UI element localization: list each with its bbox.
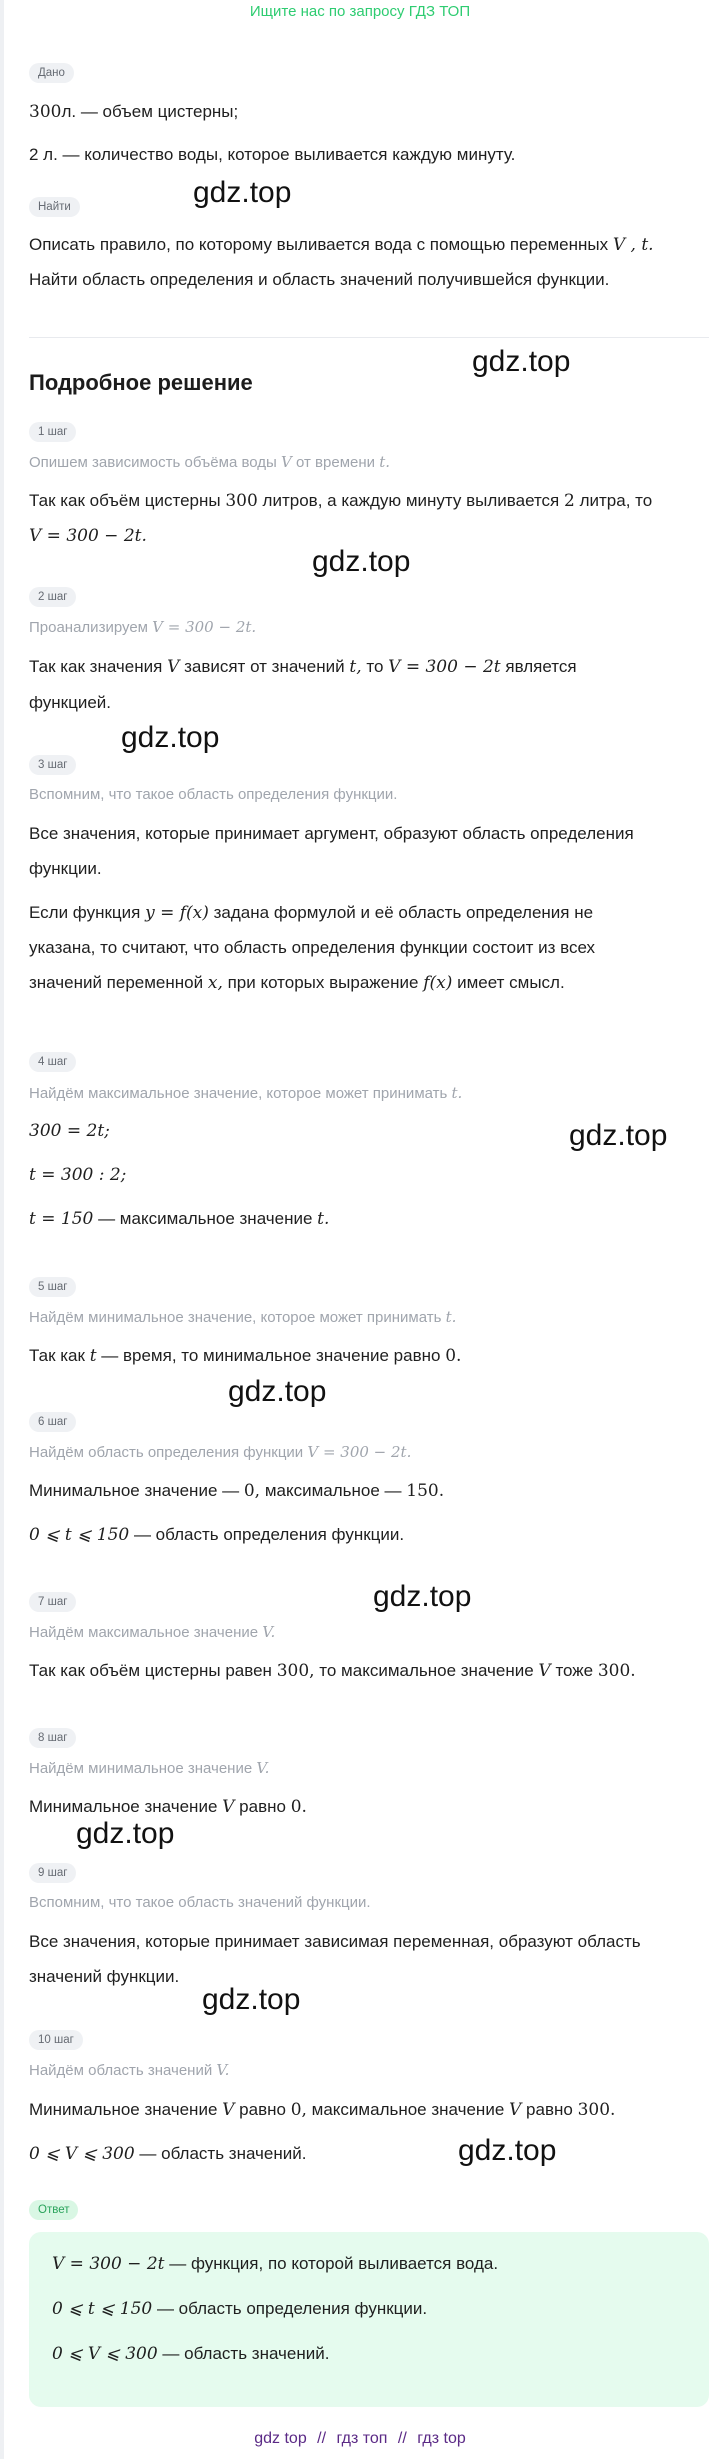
- text: Так как значения: [29, 657, 163, 676]
- text: литров, а каждую минуту выливается: [262, 491, 560, 510]
- step-text: [29, 1653, 694, 1689]
- solution-title: Подробное решение: [29, 370, 253, 395]
- step-text: значений функции.: [29, 1967, 180, 1986]
- text: Минимальное значение —: [29, 1481, 240, 1500]
- watermark: gdz.top: [228, 1375, 327, 1408]
- number: 0.: [445, 1346, 462, 1366]
- watermark: gdz.top: [569, 1119, 668, 1152]
- note-text: Опишем зависимость объёма воды: [29, 454, 277, 471]
- step-chip: 1 шаг: [29, 422, 76, 442]
- text: то: [366, 657, 384, 676]
- step-equation: [29, 1157, 694, 1193]
- note-var: t.: [451, 1084, 463, 1102]
- text: Минимальное значение: [29, 2100, 218, 2119]
- step-note: [29, 1620, 694, 1645]
- var: t,: [349, 657, 362, 677]
- note-text: от времени: [296, 454, 376, 471]
- note-var: V: [280, 453, 292, 471]
- footer-separator: //: [317, 2430, 327, 2447]
- note-formula: V = 300 − 2t.: [307, 1443, 412, 1461]
- step-note: [29, 615, 694, 640]
- answer-line: [52, 2254, 498, 2274]
- step-note: [29, 1081, 694, 1106]
- text: то максимальное значение: [319, 1661, 534, 1680]
- text: Так как: [29, 1346, 85, 1365]
- formula: t = 150: [29, 1209, 94, 1229]
- find-chip: Найти: [29, 197, 80, 217]
- formula: t = 300 : 2;: [29, 1165, 127, 1185]
- step-formula: [29, 2136, 694, 2172]
- watermark: gdz.top: [312, 545, 411, 578]
- step-text: [29, 649, 694, 685]
- step-text: Все значения, которые принимает зависимая переменная, образуют область: [29, 1932, 641, 1951]
- text: — область определения функции.: [133, 1525, 405, 1544]
- note-formula: V = 300 − 2t.: [152, 618, 257, 636]
- find-line-1: [29, 227, 694, 263]
- var: V: [222, 2100, 235, 2120]
- watermark: gdz.top: [202, 1983, 301, 2016]
- note-text: Проанализируем: [29, 619, 148, 636]
- text: — область значений.: [162, 2344, 330, 2363]
- note-var: V.: [216, 2061, 230, 2079]
- number: 150.: [406, 1481, 445, 1501]
- given-line-2: 2 л. — количество воды, которое выливается каждую минуту.: [29, 145, 516, 164]
- step-text: [29, 1338, 694, 1374]
- formula: f(x): [423, 973, 453, 993]
- text: тоже: [555, 1661, 594, 1680]
- footer-link-gdz-top[interactable]: gdz top: [254, 2430, 307, 2447]
- left-rule: [0, 0, 4, 2459]
- step-text: [29, 895, 694, 931]
- step-note: [29, 1305, 694, 1330]
- text: равно: [239, 1797, 286, 1816]
- formula: 0 ⩽ t ⩽ 150: [29, 1525, 130, 1545]
- text: имеет смысл.: [457, 973, 565, 992]
- number: 0,: [243, 1481, 261, 1501]
- step-note: Вспомним, что такое область определения функции.: [29, 786, 398, 803]
- watermark: gdz.top: [472, 345, 571, 378]
- text: — максимальное значение: [98, 1209, 313, 1228]
- footer-link-gdz-top-mixed[interactable]: гдз top: [417, 2430, 466, 2447]
- watermark: gdz.top: [458, 2134, 557, 2167]
- number: 2: [564, 491, 575, 511]
- note-text: Найдём максимальное значение, которое может принимать: [29, 1085, 448, 1102]
- formula: 300 = 2t;: [29, 1121, 110, 1141]
- text: — функция, по которой выливается вода.: [169, 2254, 499, 2273]
- text: Так как объём цистерны равен: [29, 1661, 272, 1680]
- number: 300.: [597, 1661, 636, 1681]
- text: равно: [239, 2100, 286, 2119]
- step-text-2: функцией.: [29, 693, 112, 712]
- text: Так как объём цистерны: [29, 491, 221, 510]
- number: 0,: [290, 2100, 307, 2120]
- text: зависят от значений: [184, 657, 345, 676]
- step-formula: [29, 1517, 694, 1553]
- number: 300.: [577, 2100, 616, 2120]
- note-var: V.: [256, 1759, 270, 1777]
- note-text: Найдём максимальное значение: [29, 1624, 259, 1641]
- step-note: [29, 2058, 694, 2083]
- text: Минимальное значение: [29, 1797, 218, 1816]
- watermark: gdz.top: [193, 176, 292, 209]
- footer-links: [0, 2430, 720, 2448]
- formula: y = f(x): [145, 903, 209, 923]
- var: x,: [207, 973, 223, 993]
- step-text: [29, 1473, 694, 1509]
- step-chip: 9 шаг: [29, 1863, 76, 1883]
- note-var: t.: [445, 1308, 457, 1326]
- number: 0.: [290, 1797, 307, 1817]
- footer-link-gdz-top-ru[interactable]: гдз топ: [336, 2430, 388, 2447]
- text: Если функция: [29, 903, 141, 922]
- formula: 0 ⩽ t ⩽ 150: [52, 2299, 153, 2319]
- note-text: Найдём область значений: [29, 2062, 213, 2079]
- text: — область значений.: [139, 2144, 307, 2163]
- var: V: [509, 2100, 522, 2120]
- watermark: gdz.top: [76, 1817, 175, 1850]
- find-line-1-text: Описать правило, по которому выливается вода с помощью переменных: [29, 235, 609, 254]
- step-chip: 2 шаг: [29, 587, 76, 607]
- find-vars: V , t.: [612, 235, 654, 255]
- text: максимальное —: [264, 1481, 402, 1500]
- formula: 0 ⩽ V ⩽ 300: [29, 2144, 135, 2164]
- text: — время, то минимальное значение равно: [101, 1346, 441, 1365]
- text: — область определения функции.: [156, 2299, 428, 2318]
- var: V: [222, 1797, 235, 1817]
- step-text: [29, 483, 694, 519]
- step-chip: 5 шаг: [29, 1277, 76, 1297]
- section-divider: [29, 337, 709, 338]
- step-note: [29, 1440, 694, 1465]
- formula: V = 300 − 2t: [388, 657, 501, 677]
- text: задана формулой и её область определения не: [213, 903, 594, 922]
- step-equation: [29, 1201, 694, 1237]
- step-note: [29, 450, 694, 475]
- step-note: Вспомним, что такое область значений функции.: [29, 1894, 371, 1911]
- step-chip: 3 шаг: [29, 755, 76, 775]
- number: 300,: [276, 1661, 315, 1681]
- formula: V = 300 − 2t.: [29, 526, 147, 546]
- note-var: V.: [262, 1623, 276, 1641]
- note-text: Найдём минимальное значение: [29, 1760, 253, 1777]
- step-note: [29, 1756, 694, 1781]
- watermark: gdz.top: [121, 721, 220, 754]
- step-text: [29, 2092, 694, 2128]
- note-var: t.: [379, 453, 390, 471]
- given-line-1: [29, 94, 694, 130]
- text: максимальное значение: [311, 2100, 505, 2119]
- given-chip: Дано: [29, 63, 74, 83]
- formula: V = 300 − 2t: [52, 2254, 165, 2274]
- step-text: [29, 965, 694, 1001]
- text: значений переменной: [29, 973, 204, 992]
- step-chip: 6 шаг: [29, 1412, 76, 1432]
- note-text: Найдём минимальное значение, которое может принимать: [29, 1309, 442, 1326]
- step-text: функции.: [29, 859, 102, 878]
- var: t.: [317, 1209, 330, 1229]
- step-text: Все значения, которые принимает аргумент, образуют область определения: [29, 824, 634, 843]
- number: 300: [225, 491, 258, 511]
- step-chip: 8 шаг: [29, 1728, 76, 1748]
- text: литра, то: [579, 491, 653, 510]
- given-volume: 300: [29, 102, 62, 122]
- note-text: Найдём область определения функции: [29, 1444, 304, 1461]
- find-line-2: Найти область определения и область значений получившейся функции.: [29, 270, 610, 289]
- given-volume-text: л. — объем цистерны;: [61, 102, 239, 121]
- text: при которых выражение: [227, 973, 419, 992]
- var: V: [538, 1661, 551, 1681]
- var: V: [167, 657, 180, 677]
- step-chip: 4 шаг: [29, 1052, 76, 1072]
- footer-separator: //: [397, 2430, 407, 2447]
- step-chip: 7 шаг: [29, 1592, 76, 1612]
- step-chip: 10 шаг: [29, 2030, 83, 2050]
- top-banner[interactable]: Ищите нас по запросу ГДЗ ТОП: [249, 3, 471, 20]
- var: t: [89, 1346, 97, 1366]
- formula: 0 ⩽ V ⩽ 300: [52, 2344, 158, 2364]
- text: равно: [526, 2100, 573, 2119]
- answer-line: [52, 2299, 427, 2319]
- answer-chip: Ответ: [29, 2200, 78, 2220]
- answer-line: [52, 2344, 329, 2364]
- text: является: [505, 657, 577, 676]
- watermark: gdz.top: [373, 1580, 472, 1613]
- step-text: указана, то считают, что область определения функции состоит из всех: [29, 938, 596, 957]
